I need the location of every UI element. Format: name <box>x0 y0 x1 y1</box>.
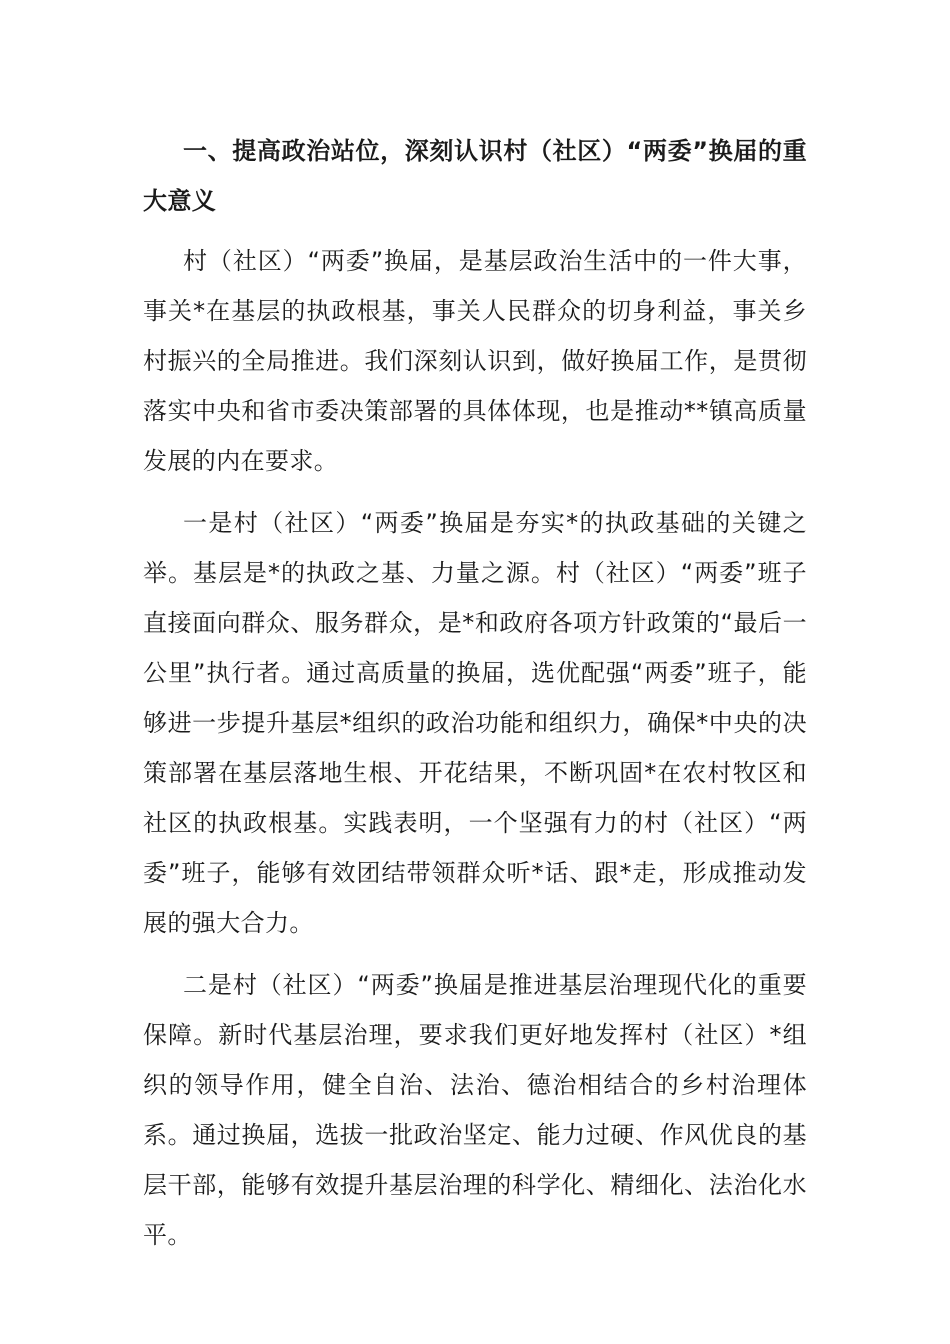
paragraph-point-one: 一是村（社区）“两委”换届是夯实*的执政基础的关键之举。基层是*的执政之基、力量之源。村（社区）“两委”班子直接面向群众、服务群众，是*和政府各项方针政策的“最后一公里”执行者。通过高质量的换届，选优配强“两委”班子，能够进一步提升基层*组织的政治功能和组织力，确保*中央的决策部署在基层落地生根、开花结果，不断巩固*在农村牧区和社区的执政根基。实践表明，一个坚强有力的村（社区）“两委”班子，能够有效团结带领群众听*话、跟*走，形成推动发展的强大合力。 <box>143 509 807 937</box>
document-page <box>143 126 807 1260</box>
paragraph-point-two: 二是村（社区）“两委”换届是推进基层治理现代化的重要保障。新时代基层治理，要求我们更好地发挥村（社区）*组织的领导作用，健全自治、法治、德治相结合的乡村治理体系。通过换届，选拔一批政治坚定、能力过硬、作风优良的基层干部，能够有效提升基层治理的科学化、精细化、法治化水平。 <box>143 971 807 1249</box>
paragraph-intro: 村（社区）“两委”换届，是基层政治生活中的一件大事，事关*在基层的执政根基，事关人民群众的切身利益，事关乡村振兴的全局推进。我们深刻认识到，做好换届工作，是贯彻落实中央和省市委决策部署的具体体现，也是推动**镇高质量发展的内在要求。 <box>143 247 807 475</box>
section-heading: 一、提高政治站位，深刻认识村（社区）“两委”换届的重大意义 <box>143 137 807 215</box>
